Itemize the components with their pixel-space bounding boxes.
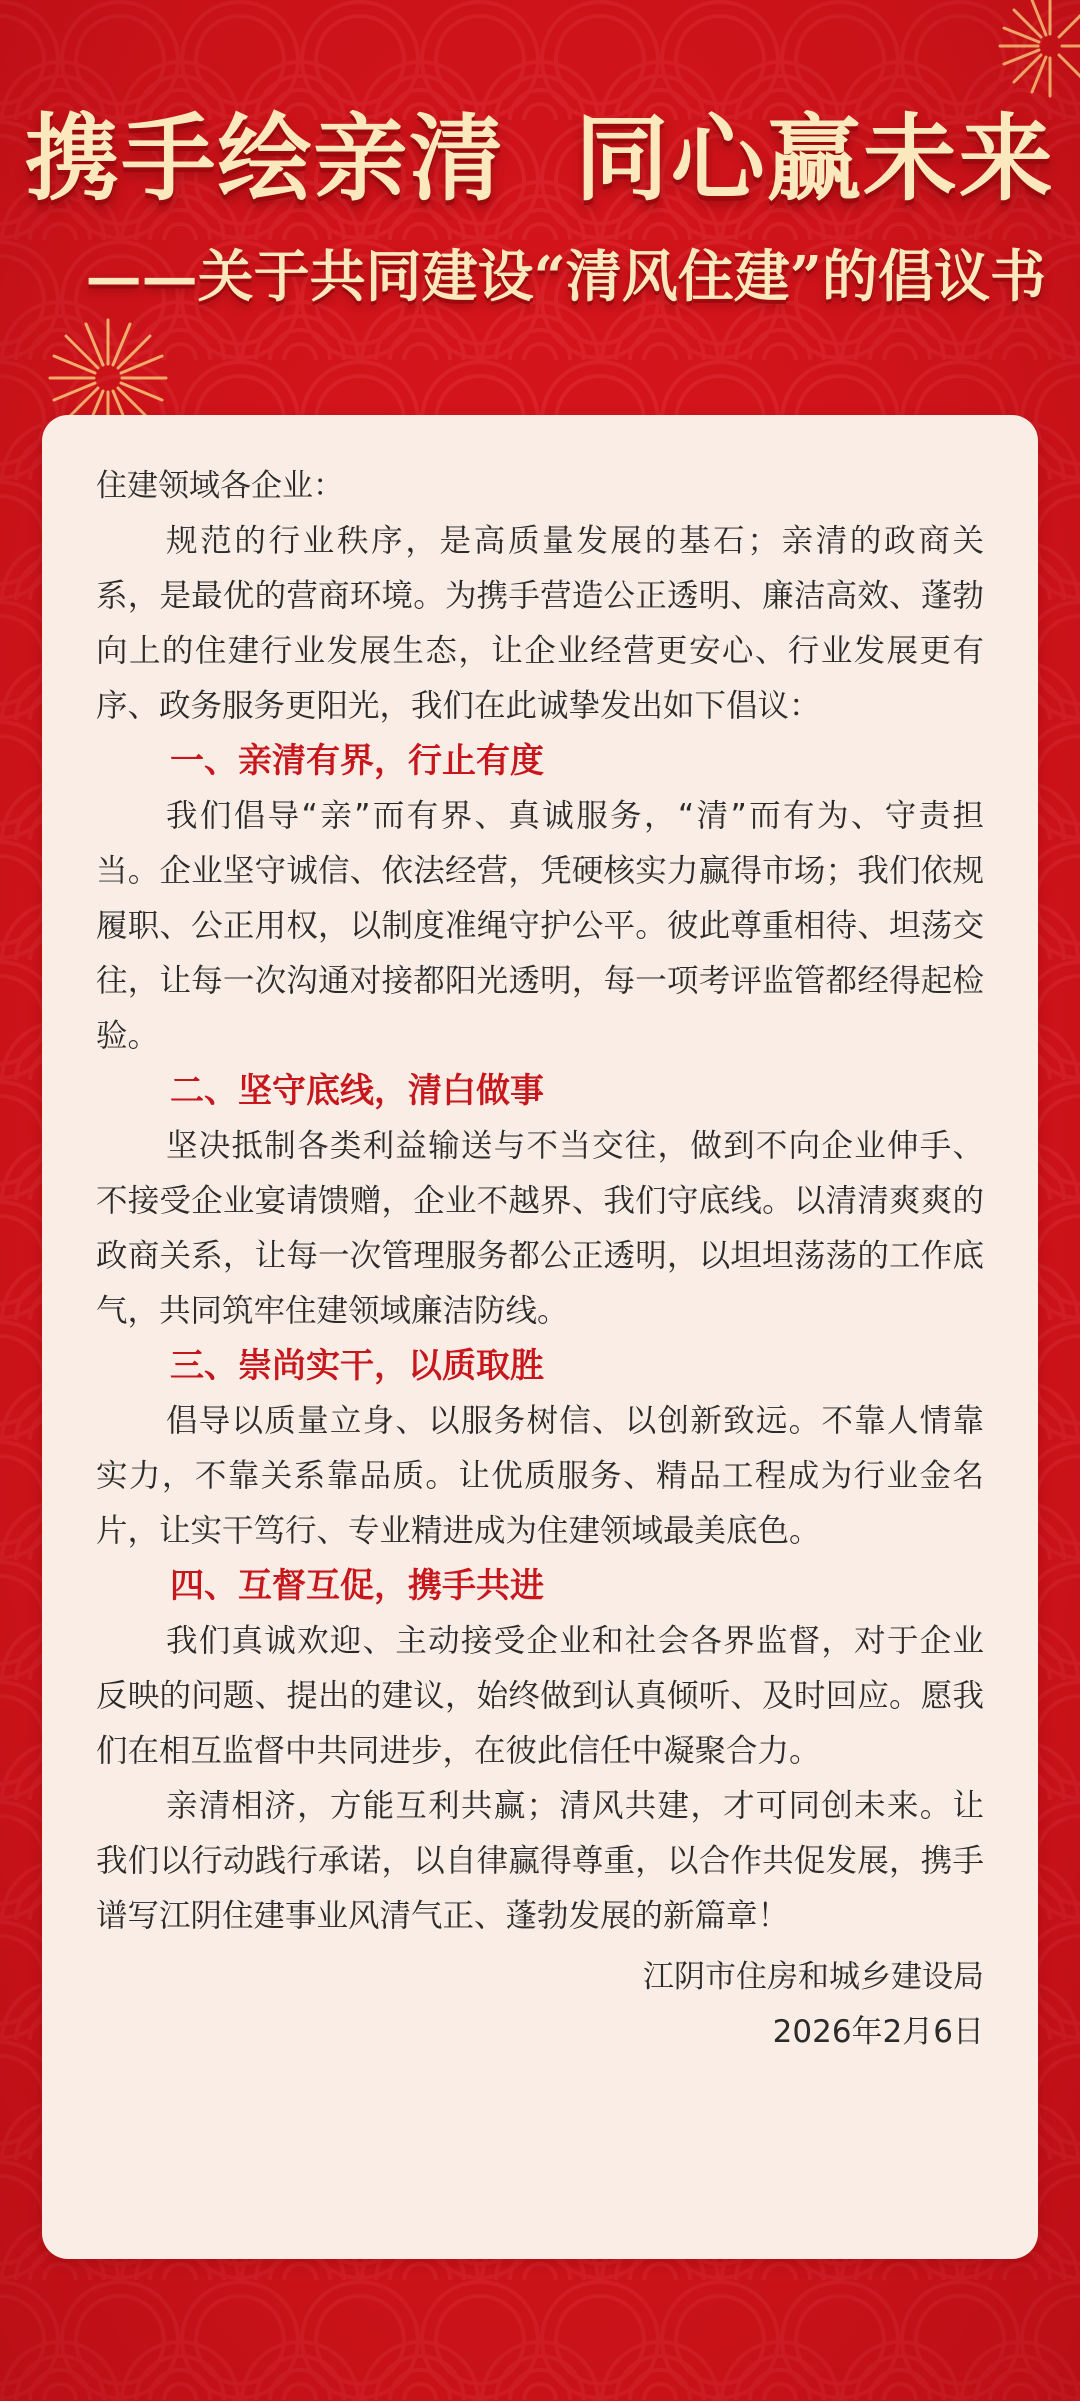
- section-paragraph-2: 坚决抵制各类利益输送与不当交往，做到不向企业伸手、不接受企业宴请馈赠，企业不越界、我们守底线。以清清爽爽的政商关系，让每一次管理服务都公正透明，以坦坦荡荡的工作底气，共同筑牢住建领域廉洁防线。: [96, 1128, 984, 1329]
- signature: 江阴市住房和城乡建设局: [643, 1959, 984, 1995]
- page-title: 携手绘亲清 同心赢未来: [25, 105, 1055, 214]
- section-heading-4: 四、互督互促，携手共进: [170, 1566, 544, 1606]
- closing-paragraph: 亲清相济，方能互利共赢；清风共建，才可同创未来。让我们以行动践行承诺，以自律赢得尊重，以合作共促发展，携手谱写江阴住建事业风清气正、蓬勃发展的新篇章！: [96, 1788, 984, 1934]
- letter-body: [96, 459, 984, 2060]
- section-paragraph-3: 倡导以质量立身、以服务树信、以创新致远。不靠人情靠实力，不靠关系靠品质。让优质服务、精品工程成为行业金名片，让实干笃行、专业精进成为住建领域最美底色。: [96, 1403, 984, 1549]
- page-subtitle: ——关于共同建设“清风住建”的倡议书: [85, 244, 1046, 310]
- intro-paragraph: 规范的行业秩序，是高质量发展的基石；亲清的政商关系，是最优的营商环境。为携手营造公正透明、廉洁高效、蓬勃向上的住建行业发展生态，让企业经营更安心、行业发展更有序、政务服务更阳光，我们在此诚挚发出如下倡议：: [96, 523, 984, 724]
- date: 2026年2月6日: [772, 2014, 984, 2050]
- section-heading-1: 一、亲清有界，行止有度: [170, 741, 544, 781]
- salutation: 住建领域各企业：: [96, 468, 344, 504]
- section-heading-3: 三、崇尚实干，以质取胜: [170, 1346, 544, 1386]
- section-heading-2: 二、坚守底线，清白做事: [170, 1071, 544, 1111]
- section-paragraph-1: 我们倡导“亲”而有界、真诚服务，“清”而有为、守责担当。企业坚守诚信、依法经营，凭硬核实力赢得市场；我们依规履职、公正用权，以制度准绳守护公平。彼此尊重相待、坦荡交往，让每一次沟通对接都阳光透明，每一项考评监管都经得起检验。: [96, 798, 984, 1054]
- letter-card: [42, 415, 1038, 2259]
- section-paragraph-4: 我们真诚欢迎、主动接受企业和社会各界监督，对于企业反映的问题、提出的建议，始终做到认真倾听、及时回应。愿我们在相互监督中共同进步，在彼此信任中凝聚合力。: [96, 1623, 984, 1769]
